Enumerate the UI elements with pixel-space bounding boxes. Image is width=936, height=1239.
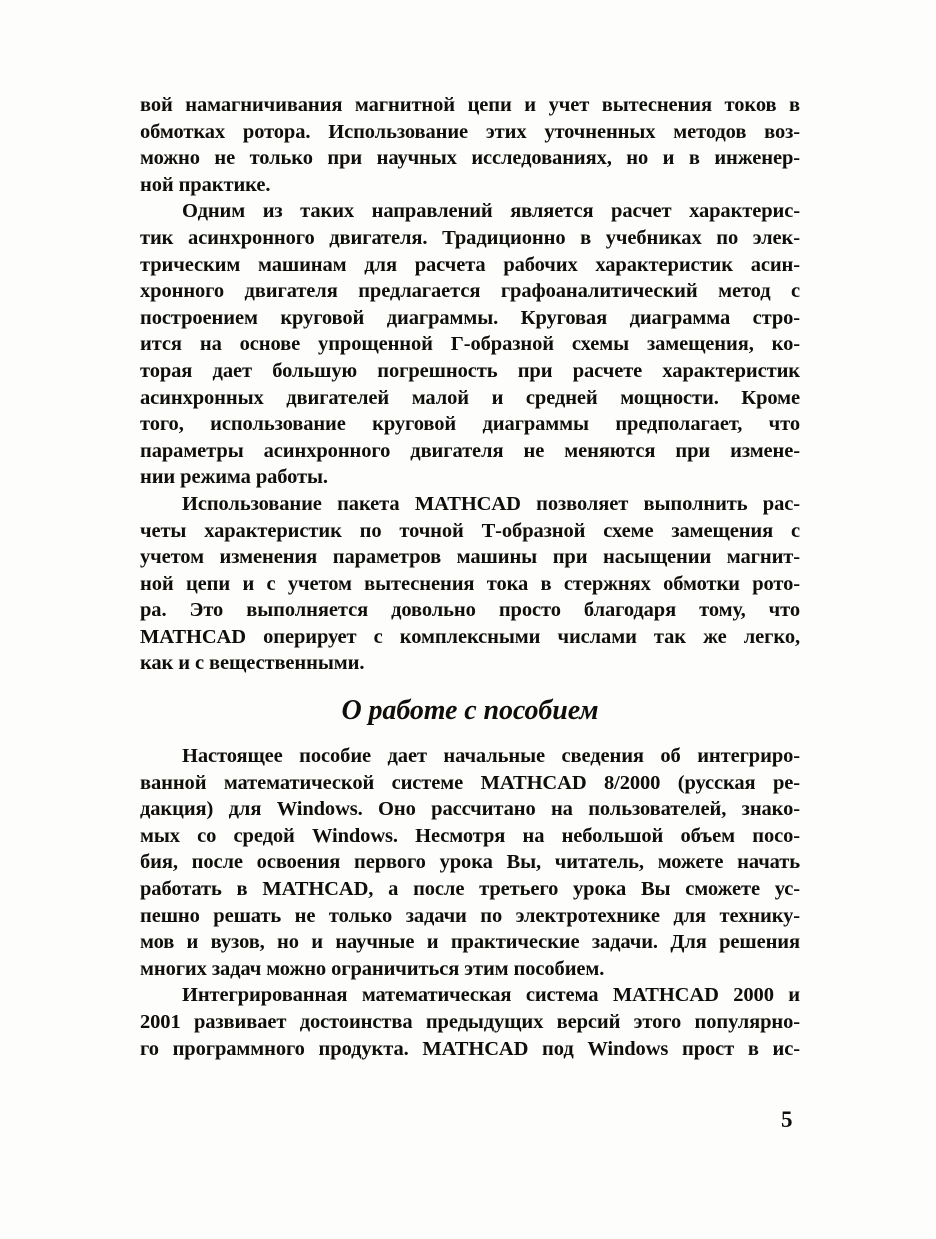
text-line: построением круговой диаграммы. Круговая диаграмма стро-: [140, 306, 800, 329]
text-line: многих задач можно ограничиться этим пособием.: [140, 957, 605, 980]
text-line: параметры асинхронного двигателя не меняются при измене-: [140, 439, 800, 462]
text-line: нии режима работы.: [140, 466, 328, 489]
text-line: торая дает большую погрешность при расчете характеристик: [140, 359, 800, 382]
text-line: ванной математической системе MATHCAD 8/2000 (русская ре-: [140, 771, 800, 794]
section-heading: О работе с пособием: [341, 695, 599, 727]
text-line: вой намагничивания магнитной цепи и учет вытеснения токов в: [140, 94, 800, 116]
text-line: обмотках ротора. Использование этих уточненных методов воз-: [140, 120, 800, 143]
text-column: [140, 92, 800, 1062]
paragraph: [140, 198, 800, 491]
text-line: асинхронных двигателей малой и средней мощности. Кроме: [140, 386, 800, 409]
paragraph: [140, 491, 800, 677]
text-line: ра. Это выполняется довольно просто благодаря тому, что: [140, 599, 800, 622]
text-line: Интегрированная математическая система MATHCAD 2000 и: [182, 984, 800, 1007]
text-line: четы характеристик по точной Т-образной схеме замещения с: [140, 519, 800, 542]
text-line: Использование пакета MATHCAD позволяет выполнить рас-: [182, 492, 800, 515]
text-line: Настоящее пособие дает начальные сведения об интегриро-: [182, 745, 800, 768]
text-line: ной цепи и с учетом вытеснения тока в стержнях обмотки рото-: [140, 572, 800, 595]
paragraph: [140, 743, 800, 982]
text-line: как и с вещественными.: [140, 652, 365, 675]
text-line: дакция) для Windows. Оно рассчитано на пользователей, знако-: [140, 798, 800, 821]
text-line: работать в MATHCAD, а после третьего урока Вы сможете ус-: [140, 878, 800, 901]
text-line: ится на основе упрощенной Г-образной схемы замещения, ко-: [140, 333, 800, 356]
text-line: MATHCAD оперирует с комплексными числами так же легко,: [140, 625, 800, 648]
text-line: мых со средой Windows. Несмотря на небольшой объем посо-: [140, 824, 800, 847]
text-line: 2001 развивает достоинства предыдущих версий этого популярно-: [140, 1011, 800, 1033]
text-line: можно не только при научных исследованиях, но и в инженер-: [140, 147, 800, 170]
text-line: мов и вузов, но и научные и практические задачи. Для решения: [140, 931, 800, 954]
paragraph: [140, 982, 800, 1062]
page-number: 5: [781, 1107, 793, 1132]
text-line: трическим машинам для расчета рабочих характеристик асин-: [140, 253, 800, 276]
text-line: учетом изменения параметров машины при насыщении магнит-: [140, 546, 800, 569]
text-line: го программного продукта. MATHCAD под Windows прост в ис-: [140, 1037, 800, 1060]
text-line: хронного двигателя предлагается графоаналитический метод с: [140, 280, 800, 303]
text-line: пешно решать не только задачи по электротехнике для технику-: [140, 904, 800, 927]
text-line: бия, после освоения первого урока Вы, читатель, можете начать: [140, 851, 800, 874]
text-line: Одним из таких направлений является расчет характерис-: [182, 200, 800, 223]
paragraph: [140, 92, 800, 198]
text-line: ной практике.: [140, 173, 271, 196]
text-line: тик асинхронного двигателя. Традиционно в учебниках по элек-: [140, 226, 800, 249]
text-line: того, использование круговой диаграммы предполагает, что: [140, 413, 800, 436]
